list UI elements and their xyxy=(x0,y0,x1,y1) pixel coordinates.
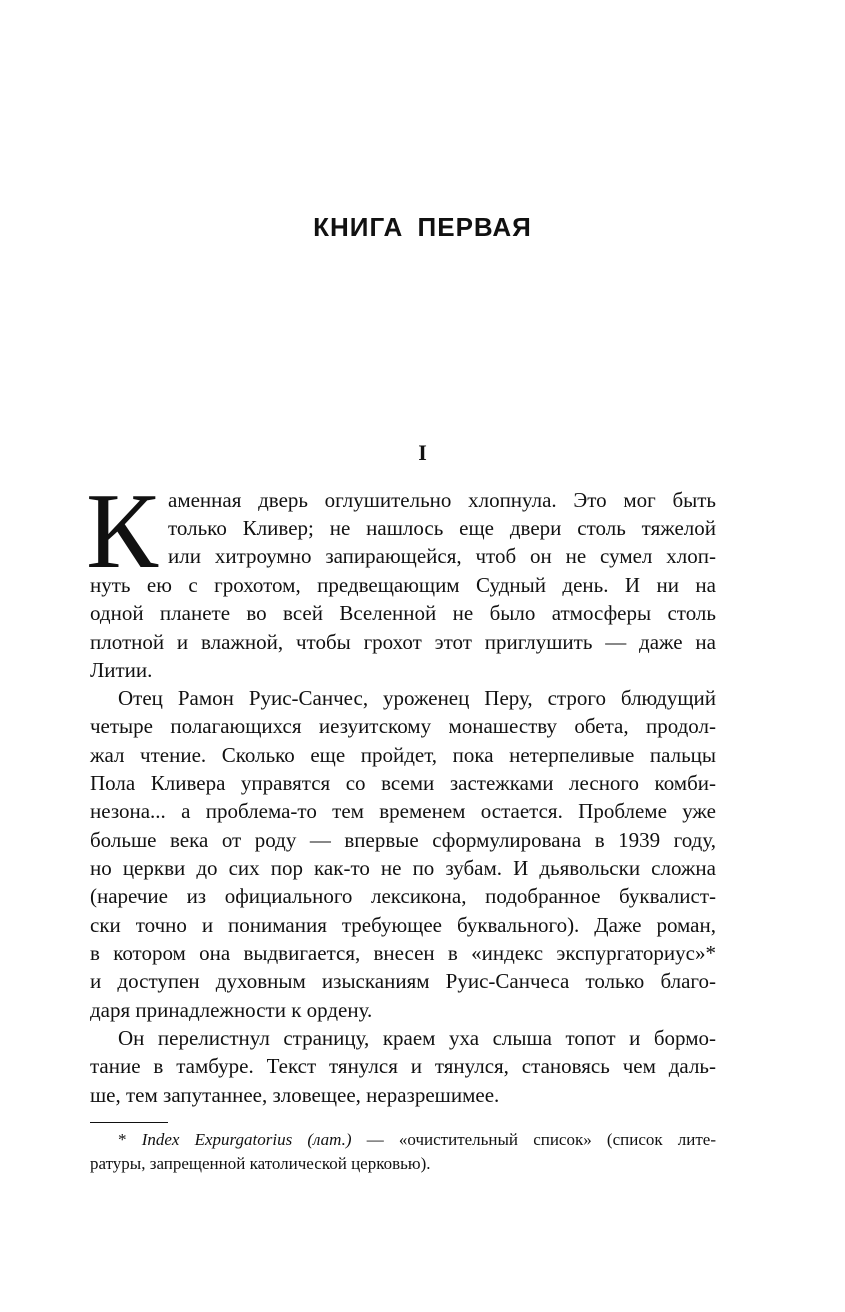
text-line: ски точно и понимания требующее буквального). Даже роман, xyxy=(90,913,716,937)
text-line: (наречие из официального лексикона, подобранное буквалист- xyxy=(90,884,716,908)
footnote-text: — «очистительный список» (список лите- xyxy=(351,1130,717,1149)
text-line: в котором она выдвигается, внесен в «индекс экспургаториус»* xyxy=(90,941,716,965)
drop-cap: К xyxy=(86,472,159,591)
text-line: только Кливер; не нашлось еще двери столь тяжелой xyxy=(168,516,716,540)
text-line: Литии. xyxy=(90,658,153,682)
text-line: или хитроумно запирающейся, чтоб он не сумел хлоп- xyxy=(168,544,716,568)
text-line: но церкви до сих пор как-то не по зубам. И дьявольски сложна xyxy=(90,856,716,880)
text-line: незона... а проблема-то тем временем остается. Проблеме уже xyxy=(90,799,716,823)
text-line: четыре полагающихся иезуитскому монашеству обета, продол- xyxy=(90,714,716,738)
text-line: и доступен духовным изысканиям Руис-Санчеса только благо- xyxy=(90,969,716,993)
footnote-rule xyxy=(90,1122,168,1123)
footnote-term: Index Expurgatorius (лат.) xyxy=(141,1130,352,1149)
text-line: Он перелистнул страницу, краем уха слыша топот и бормо- xyxy=(118,1026,716,1050)
footnote-marker: * xyxy=(118,1130,127,1149)
text-line: жал чтение. Сколько еще пройдет, пока нетерпеливые пальцы xyxy=(90,743,716,767)
book-title: КНИГА ПЕРВАЯ xyxy=(313,212,532,242)
text-line: одной планете во всей Вселенной не было атмосферы столь xyxy=(90,601,716,625)
text-line: нуть ею с грохотом, предвещающим Судный день. И ни на xyxy=(90,573,716,597)
text-line: ше, тем запутаннее, зловещее, неразрешимее. xyxy=(90,1083,500,1107)
chapter-number: I xyxy=(418,440,427,465)
footnote-line: ратуры, запрещенной католической церковью). xyxy=(90,1154,431,1173)
text-line: тание в тамбуре. Текст тянулся и тянулся, становясь чем даль- xyxy=(90,1054,716,1078)
footnote-line xyxy=(118,1128,716,1152)
text-line: Отец Рамон Руис-Санчес, уроженец Перу, строго блюдущий xyxy=(118,686,716,710)
text-line: Пола Кливера управятся со всеми застежками лесного комби- xyxy=(90,771,716,795)
text-line: аменная дверь оглушительно хлопнула. Это мог быть xyxy=(168,488,716,512)
text-line: плотной и влажной, чтобы грохот этот приглушить — даже на xyxy=(90,630,716,654)
text-line: больше века от роду — впервые сформулирована в 1939 году, xyxy=(90,828,716,852)
text-line: даря принадлежности к ордену. xyxy=(90,998,373,1022)
